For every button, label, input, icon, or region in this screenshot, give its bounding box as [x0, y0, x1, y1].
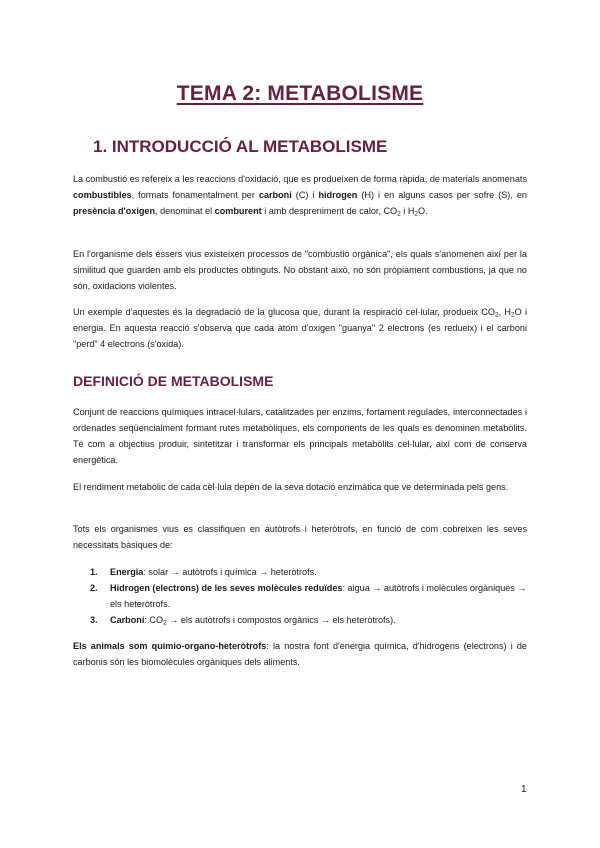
- subscript: 2: [510, 311, 515, 319]
- text-run: : aigua → autòtrofs i molècules orgàniques → els heteròtrofs.: [110, 583, 527, 609]
- text-run: : CO: [144, 615, 164, 625]
- page-number: 1: [521, 784, 527, 795]
- paragraph-combustio: [73, 171, 527, 219]
- paragraph-rendiment-metabolic: [73, 479, 527, 495]
- paragraph-classificacio: [73, 521, 527, 553]
- bold-term: comburent: [214, 206, 262, 216]
- bold-term: combustibles: [73, 190, 132, 200]
- subscript: 2: [397, 210, 401, 218]
- text-run: , H: [498, 307, 511, 317]
- page-title: TEMA 2: METABOLISME: [176, 82, 424, 105]
- list-item: [90, 580, 527, 612]
- bold-term: Els animals som quimio-organo-heteròtrofs: [73, 641, 267, 651]
- text-run: Tots els organismes vius es classifiquen en autòtrofs i heteròtrofs, en funció de com cobreixen les seves necessitats bàsiques de:: [73, 524, 527, 550]
- bold-term: carboni: [258, 190, 292, 200]
- text-run: El rendiment metabòlic de cada cèl·lula depèn de la seva dotació enzimàtica que ve determinada pels gens.: [73, 482, 509, 492]
- list-item: [90, 612, 527, 628]
- text-run: Un exemple d'aquestes és la degradació de la glucosa que, durant la respiració cel·lular, produeix CO: [73, 307, 495, 317]
- needs-list: [90, 564, 527, 628]
- list-number: 1.: [90, 567, 98, 577]
- bold-term: Energia: [110, 567, 144, 577]
- bold-term: Carboni: [110, 615, 145, 625]
- text-run: i H: [400, 206, 415, 216]
- text-run: En l'organisme dels éssers vius existeixen processos de "combustió orgànica", els quals s'anomenen així per la similitud que guarden amb els productes obtinguts. No obstant això, no són pròpiament combustions, ja que no són, oxidacions violentes.: [73, 249, 527, 291]
- text-run: O i energia. En aquesta reacció s'observa que cada àtom d'oxigen "guanya" 2 electrons (es redueix) i el carboni "perd" 4 electrons (s'oxida).: [73, 307, 527, 349]
- text-run: : la nostra font d'energia química, d'hidrogens (electrons) i de carbonis són les biomolècules orgàniques dels aliments.: [73, 641, 527, 667]
- paragraph-glucosa-exemple: [73, 304, 527, 352]
- list-number: 3.: [90, 615, 98, 625]
- paragraph-combustio-organica: [73, 246, 527, 294]
- subscript: 2: [163, 619, 167, 627]
- paragraph-animals: [73, 638, 527, 670]
- bold-term: presència d'oxigen: [73, 206, 156, 216]
- text-run: : solar → autòtrofs i química → heteròtrofs.: [143, 567, 317, 577]
- list-number: 2.: [90, 583, 98, 593]
- text-run: → els autòtrofs i compostos orgànics → els heteròtrofs).: [166, 615, 396, 625]
- paragraph-definicio-metabolisme: [73, 404, 527, 468]
- text-run: , denominat el: [155, 206, 215, 216]
- bold-term: hidrogen: [318, 190, 358, 200]
- list-item: [90, 564, 527, 580]
- text-run: O.: [418, 206, 428, 216]
- text-run: (H) i en alguns casos per sofre (S), en: [357, 190, 527, 200]
- text-run: La combustió es refereix a les reaccions d'oxidació, que es produeixen de forma ràpida, de materials anomenats: [73, 174, 527, 184]
- subscript: 2: [494, 311, 499, 319]
- text-run: (C) i: [291, 190, 319, 200]
- section-heading-definicio: DEFINICIÓ DE METABOLISME: [73, 373, 274, 389]
- text-run: i amb despreniment de calor, CO: [261, 206, 398, 216]
- bold-term: Hidrogen (electrons) de les seves molècules reduïdes: [110, 583, 343, 593]
- subscript: 2: [414, 210, 419, 218]
- section-heading-introduccio: 1. INTRODUCCIÓ AL METABOLISME: [93, 137, 388, 156]
- text-run: , formats fonamentalment per: [131, 190, 259, 200]
- text-run: Conjunt de reaccions químiques intracel·lulars, catalitzades per enzims, fortament regulades, interconnectades i ordenades seqüencialment formant rutes metabòliques, els components de les quals es denominen metabòlits. Té com a objectius produir, sintetitzar i transformar els principals metabòlits cel·lular, així com de conserva energètica.: [73, 407, 527, 465]
